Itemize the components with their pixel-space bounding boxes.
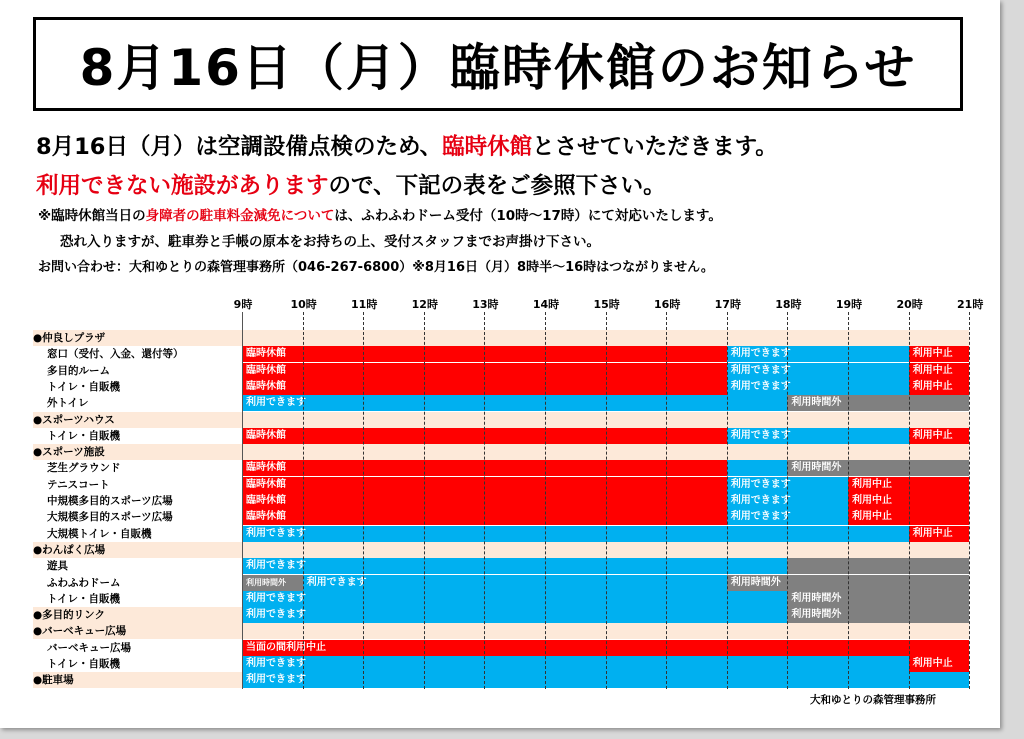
note-parking-detail: 恐れ入りますが、駐車券と手帳の原本をお持ちの上、受付スタッフまでお声掛け下さい。 xyxy=(60,234,600,250)
status-label: 利用できます xyxy=(246,674,306,686)
status-label: 利用中止 xyxy=(849,510,895,523)
hour-gridline xyxy=(909,312,910,689)
facility-label: トイレ・自販機 xyxy=(47,658,120,670)
facility-label: 外トイレ xyxy=(47,397,89,410)
hour-label: 21時 xyxy=(957,298,984,311)
section-label: ●駐車場 xyxy=(33,674,74,687)
status-label: 利用できます xyxy=(730,478,791,490)
hour-label: 13時 xyxy=(472,298,499,311)
footer-office: 大和ゆとりの森管理事務所 xyxy=(810,694,936,706)
intro-line-2 xyxy=(36,168,666,200)
status-label: 臨時休館 xyxy=(243,364,289,377)
hour-header xyxy=(0,293,1000,313)
status-label: 利用時間外 xyxy=(791,592,842,604)
facility-label: 大規模トイレ・自販機 xyxy=(47,527,152,540)
status-bar-available xyxy=(727,460,788,476)
facility-label: 窓口（受付、入金、還付等） xyxy=(47,348,184,361)
facility-label: 芝生グラウンド xyxy=(47,462,121,475)
facility-label: テニスコート xyxy=(47,478,110,491)
intro-line-2-post: ので、下記の表をご参照下さい。 xyxy=(328,173,666,199)
hour-gridline xyxy=(424,312,425,689)
facility-label: ふわふわドーム xyxy=(47,576,121,589)
status-label: 利用中止 xyxy=(910,657,956,670)
status-label: 利用できます xyxy=(730,348,791,360)
section-label: ●スポーツハウス xyxy=(33,413,115,426)
facility-label: トイレ・自販機 xyxy=(47,380,120,393)
intro-line-1-highlight: 臨時休館 xyxy=(442,134,533,160)
status-label: 利用できます xyxy=(306,576,367,588)
status-label: 利用中止 xyxy=(910,429,956,442)
intro-line-2-highlight: 利用できない施設があります xyxy=(36,173,329,199)
facility-label: トイレ・自販機 xyxy=(47,429,120,442)
intro-line-1-post: とさせていただきます。 xyxy=(532,134,778,160)
facility-label: 中規模多目的スポーツ広場 xyxy=(47,495,173,507)
status-bar-available xyxy=(242,656,909,672)
hour-gridline xyxy=(727,312,728,689)
hour-gridline xyxy=(848,312,849,689)
facility-label: 大規模多目的スポーツ広場 xyxy=(47,511,173,524)
status-label: 利用できます xyxy=(730,495,791,506)
note-parking-highlight: 身障者の駐車料金減免について xyxy=(145,208,335,224)
status-bar-available xyxy=(242,526,909,542)
status-label: 利用時間外 xyxy=(791,609,842,621)
section-label: ●バーベキュー広場 xyxy=(33,625,127,638)
status-label: 利用中止 xyxy=(910,347,956,360)
status-label: 利用時間外 xyxy=(246,577,286,587)
hour-label: 14時 xyxy=(532,298,560,311)
hour-label: 18時 xyxy=(775,298,802,311)
status-label: 利用できます xyxy=(730,380,791,392)
section-label: ●スポーツ施設 xyxy=(33,446,105,459)
hour-gridline xyxy=(484,312,485,689)
status-label: 利用できます xyxy=(730,364,791,376)
status-bar-available xyxy=(242,395,787,411)
facility-label: 多目的ルーム xyxy=(47,364,110,377)
hour-gridline xyxy=(606,312,607,689)
section-label: ●仲良しプラザ xyxy=(33,332,106,344)
page-title: 8月16日（月）臨時休館のお知らせ xyxy=(33,17,963,111)
status-label: 利用できます xyxy=(246,560,306,572)
note-parking-post: は、ふわふわドーム受付（10時〜17時）にて対応いたします。 xyxy=(334,208,722,224)
section-label: ●多目的リンク xyxy=(33,609,105,622)
hour-gridline xyxy=(969,312,970,689)
status-label: 利用中止 xyxy=(910,527,956,540)
status-label: 当面の間利用中止 xyxy=(243,641,329,654)
status-bar-available xyxy=(242,607,787,623)
status-label: 臨時休館 xyxy=(243,429,289,442)
hour-label: 16時 xyxy=(654,298,681,311)
status-label: 利用時間外 xyxy=(730,576,781,588)
facility-label: トイレ・自販機 xyxy=(47,592,120,605)
contact-info: お問い合わせ：大和ゆとりの森管理事務所（046-267-6800）※8月16日（月）8時半〜16時はつながりません。 xyxy=(38,260,714,275)
note-parking-pre: ※臨時休館当日の xyxy=(38,208,146,224)
hour-gridline xyxy=(303,312,304,689)
status-label: 利用できます xyxy=(730,511,791,523)
hour-gridline xyxy=(545,312,546,689)
facility-label: 遊具 xyxy=(47,560,68,573)
intro-line-1 xyxy=(36,129,778,161)
status-label: 利用できます xyxy=(246,609,306,621)
status-label: 臨時休館 xyxy=(243,510,289,523)
hour-label: 10時 xyxy=(290,298,317,311)
status-label: 臨時休館 xyxy=(243,380,289,393)
status-label: 利用できます xyxy=(246,658,306,669)
hour-label: 17時 xyxy=(714,298,741,311)
status-label: 臨時休館 xyxy=(243,347,289,360)
hour-gridline xyxy=(363,312,364,689)
status-label: 利用中止 xyxy=(910,364,956,377)
status-bar-outside xyxy=(787,558,969,574)
status-label: 利用時間外 xyxy=(791,397,842,409)
status-bar-available xyxy=(242,558,787,574)
status-label: 臨時休館 xyxy=(243,461,289,474)
status-label: 利用できます xyxy=(246,397,306,409)
status-label: 臨時休館 xyxy=(243,494,289,507)
hour-label: 19時 xyxy=(835,298,863,311)
status-label: 臨時休館 xyxy=(243,478,289,491)
status-label: 利用できます xyxy=(246,527,306,539)
hour-label: 20時 xyxy=(896,298,923,311)
status-label: 利用時間外 xyxy=(791,462,842,474)
facility-label: バーベキュー広場 xyxy=(47,641,131,654)
status-label: 利用中止 xyxy=(910,380,956,393)
status-label: 利用中止 xyxy=(849,494,895,507)
hour-gridline xyxy=(242,312,243,689)
hour-label: 11時 xyxy=(351,298,378,311)
status-label: 利用できます xyxy=(730,429,791,441)
hour-gridline xyxy=(666,312,667,689)
note-parking xyxy=(38,204,722,224)
hour-gridline xyxy=(787,312,788,689)
status-label: 利用できます xyxy=(246,592,306,604)
status-bar-available xyxy=(242,591,787,607)
section-label: ●わんぱく広場 xyxy=(33,543,106,556)
hour-label: 9時 xyxy=(233,298,253,311)
intro-line-1-pre: 8月16日（月）は空調設備点検のため、 xyxy=(36,134,443,160)
hour-label: 15時 xyxy=(593,298,620,311)
hour-label: 12時 xyxy=(411,298,438,311)
status-label: 利用中止 xyxy=(849,478,895,491)
